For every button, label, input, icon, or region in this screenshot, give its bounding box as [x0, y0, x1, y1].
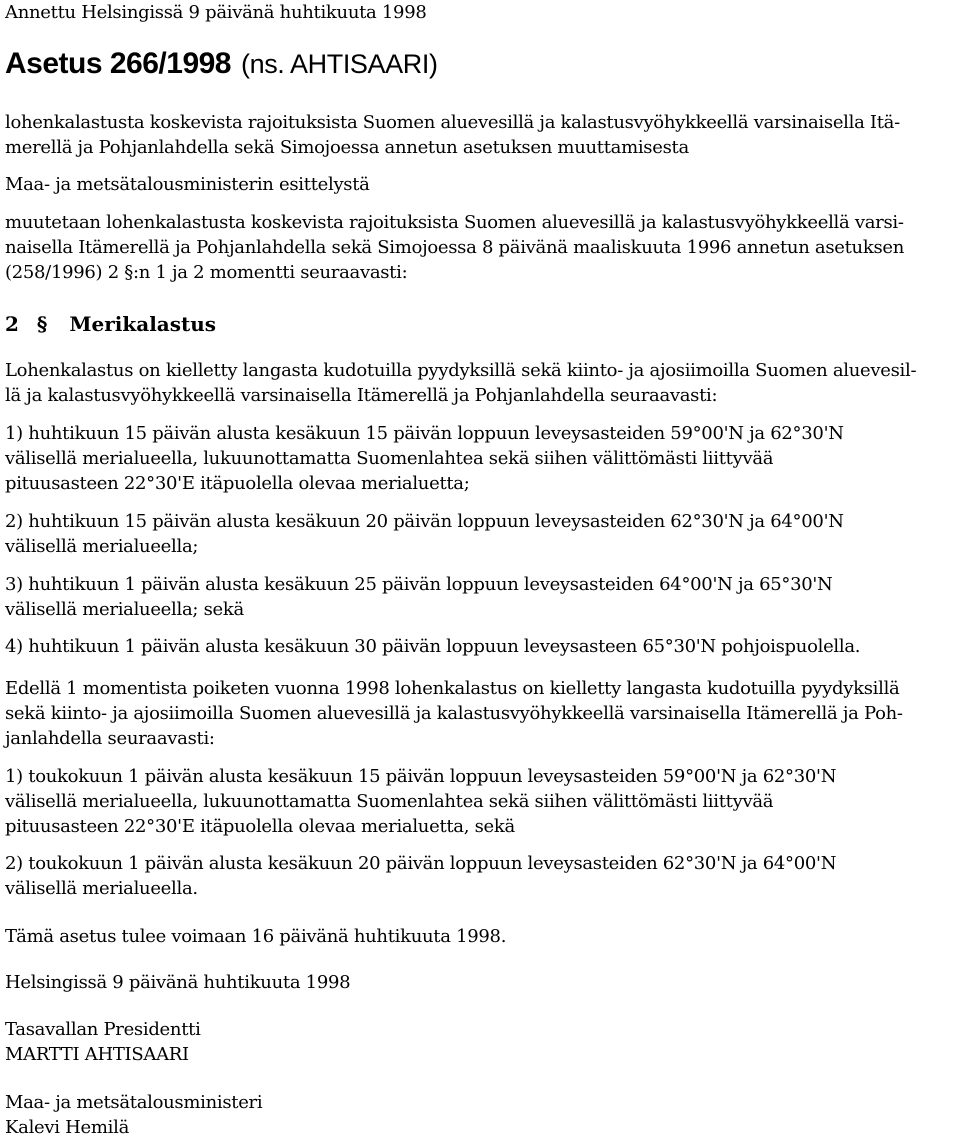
signatory-name: MARTTI AHTISAARI: [5, 1044, 189, 1065]
paragraph-line: Edellä 1 momentista poiketen vuonna 1998 lohenkalastus on kielletty langasta kudotuilla pyydyksillä: [5, 678, 900, 699]
signatory-role: Tasavallan Presidentti: [5, 1019, 201, 1040]
list-item-line: välisellä merialueella, lukuunottamatta Suomenlahtea sekä siihen välittömästi liittyvää: [5, 448, 774, 469]
list-item-line: välisellä merialueella, lukuunottamatta Suomenlahtea sekä siihen välittömästi liittyvää: [5, 791, 774, 812]
list-item-line: 1) toukokuun 1 päivän alusta kesäkuun 15 päivän loppuun leveysasteiden 59°00'N ja 62°30'N: [5, 766, 837, 787]
list-item-line: välisellä merialueella;: [5, 536, 199, 557]
subject-line: merellä ja Pohjanlahdella sekä Simojoessa annetun asetuksen muuttamisesta: [5, 137, 689, 158]
decree-alias: (ns. AHTISAARI): [241, 49, 438, 79]
list-item-5: [5, 764, 956, 839]
list-item-line: 2) huhtikuun 15 päivän alusta kesäkuun 20 päivän loppuun leveysasteiden 62°30'N ja 64°00'N: [5, 511, 844, 532]
preamble-line: naisella Itämerellä ja Pohjanlahdella sekä Simojoessa 8 päivänä maaliskuuta 1996 annetun asetuksen: [5, 237, 905, 258]
paragraph-line: sekä kiinto- ja ajosiimoilla Suomen aluevesillä ja kalastusvyöhykkeellä varsinaisella Itämerellä ja Poh-: [5, 703, 903, 724]
list-item-3: [5, 572, 956, 622]
decree-subject: [5, 110, 956, 160]
list-item-line: välisellä merialueella.: [5, 878, 198, 899]
paragraph-1: [5, 358, 956, 408]
section-symbol: §: [36, 312, 48, 336]
list-item-line: välisellä merialueella; sekä: [5, 599, 244, 620]
place-date: [5, 970, 956, 995]
preamble-line: muutetaan lohenkalastusta koskevista rajoituksista Suomen aluevesillä ja kalastusvyöhykkeellä varsi-: [5, 212, 904, 233]
subject-line: lohenkalastusta koskevista rajoituksista Suomen aluevesillä ja kalastusvyöhykkeellä varsinaisella Itä-: [5, 112, 900, 133]
decree-title: [5, 44, 956, 84]
section-title: Merikalastus: [69, 312, 217, 336]
section-number: 2: [5, 312, 19, 336]
paragraph-line: janlahdella seuraavasti:: [5, 728, 215, 749]
paragraph-2: [5, 676, 956, 751]
place-date-text: Helsingissä 9 päivänä huhtikuuta 1998: [5, 972, 351, 993]
list-item-line: 2) toukokuun 1 päivän alusta kesäkuun 20 päivän loppuun leveysasteiden 62°30'N ja 64°00'N: [5, 853, 837, 874]
list-item-1: [5, 421, 956, 496]
section-heading: [5, 310, 216, 338]
list-item-6: [5, 851, 956, 901]
list-item-line: pituusasteen 22°30'E itäpuolella olevaa merialuetta, sekä: [5, 816, 515, 837]
list-item-4: [5, 634, 956, 659]
paragraph-line: lä ja kalastusvyöhykkeellä varsinaisella Itämerellä ja Pohjanlahdella seuraavasti:: [5, 385, 718, 406]
preamble-line: (258/1996) 2 §:n 1 ja 2 momentti seuraavasti:: [5, 262, 408, 283]
list-item-line: pituusasteen 22°30'E itäpuolella olevaa merialuetta;: [5, 473, 470, 494]
list-item-line: 4) huhtikuun 1 päivän alusta kesäkuun 30 päivän loppuun leveysasteen 65°30'N pohjoispuolella.: [5, 636, 861, 657]
list-item-2: [5, 509, 956, 559]
decree-number: Asetus 266/1998: [5, 47, 231, 80]
list-item-line: 3) huhtikuun 1 päivän alusta kesäkuun 25 päivän loppuun leveysasteiden 64°00'N ja 65°30'N: [5, 574, 833, 595]
paragraph-line: Lohenkalastus on kielletty langasta kudotuilla pyydyksillä sekä kiinto- ja ajosiimoilla Suomen aluevesil-: [5, 360, 917, 381]
signatory-role: Maa- ja metsätalousministeri: [5, 1092, 263, 1113]
signatory-name: Kalevi Hemilä: [5, 1117, 129, 1138]
entry-into-force-text: Tämä asetus tulee voimaan 16 päivänä huhtikuuta 1998.: [5, 926, 507, 947]
issued-text: Annettu Helsingissä 9 päivänä huhtikuuta 1998: [5, 2, 427, 23]
signature-minister: [5, 1090, 956, 1140]
preamble: [5, 210, 956, 285]
signature-president: [5, 1017, 956, 1067]
presenter-line: [5, 172, 956, 197]
list-item-line: 1) huhtikuun 15 päivän alusta kesäkuun 15 päivän loppuun leveysasteiden 59°00'N ja 62°30'N: [5, 423, 844, 444]
entry-into-force: [5, 924, 956, 949]
presenter-text: Maa- ja metsätalousministerin esittelystä: [5, 174, 370, 195]
issued-line: [5, 0, 956, 25]
